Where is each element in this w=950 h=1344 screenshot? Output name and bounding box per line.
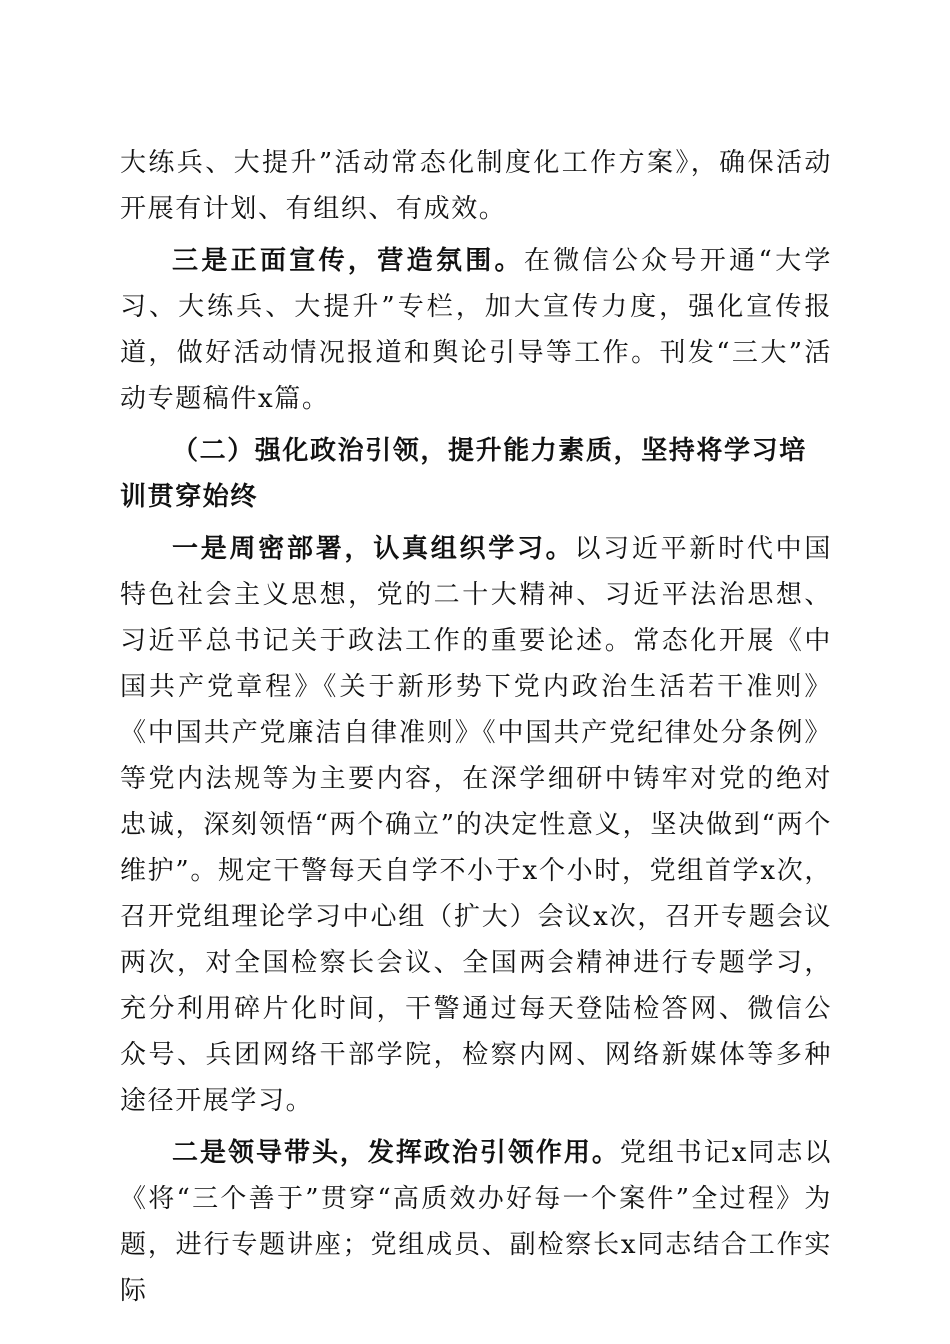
paragraph-lead: 一是周密部署，认真组织学习。: [172, 534, 575, 564]
paragraph-text: 以习近平新时代中国特色社会主义思想，党的二十大精神、习近平法治思想、习近平总书记关于政法工作的重要论述。常态化开展《中国共产党章程》《关于新形势下党内政治生活若干准则》《中国共产党廉洁自律准则》《中国共产党纪律处分条例》等党内法规等为主要内容，在深学细研中铸牢对党的绝对忠诚，深刻领悟“两个确立”的决定性意义，坚决做到“两个维护”。规定干警每天自学不小于x个小时，党组首学x次，召开党组理论学习中心组（扩大）会议x次，召开专题会议两次，对全国检察长会议、全国两会精神进行专题学习，充分利用碎片化时间，干警通过每天登陆检答网、微信公众号、兵团网络干部学院，检察内网、网络新媒体等多种途径开展学习。: [120, 534, 832, 1116]
paragraph-lead: 二是领导带头，发挥政治引领作用。: [172, 1138, 620, 1168]
section-heading: [120, 428, 832, 520]
section-heading-text: （二）强化政治引领，提升能力素质，坚持将学习培训贯穿始终: [120, 436, 807, 512]
paragraph-lead: 三是正面宣传，营造氛围。: [172, 246, 524, 276]
paragraph-text: 大练兵、大提升”活动常态化制度化工作方案》，确保活动开展有计划、有组织、有成效。: [120, 148, 832, 224]
paragraph-study: [120, 526, 832, 1124]
paragraph-text: 党组书记x同志以《将“三个善于”贯穿“高质效办好每一个案件”全过程》为题，进行专题讲座；党组成员、副检察长x同志结合工作实际: [120, 1138, 832, 1306]
paragraph-continuation: [120, 140, 832, 232]
paragraph-text: 在微信公众号开通“大学习、大练兵、大提升”专栏，加大宣传力度，强化宣传报道，做好活动情况报道和舆论引导等工作。刊发“三大”活动专题稿件x篇。: [120, 246, 832, 414]
paragraph-leadership: [120, 1130, 832, 1314]
paragraph-publicity: [120, 238, 832, 422]
document-body: [120, 140, 832, 1320]
